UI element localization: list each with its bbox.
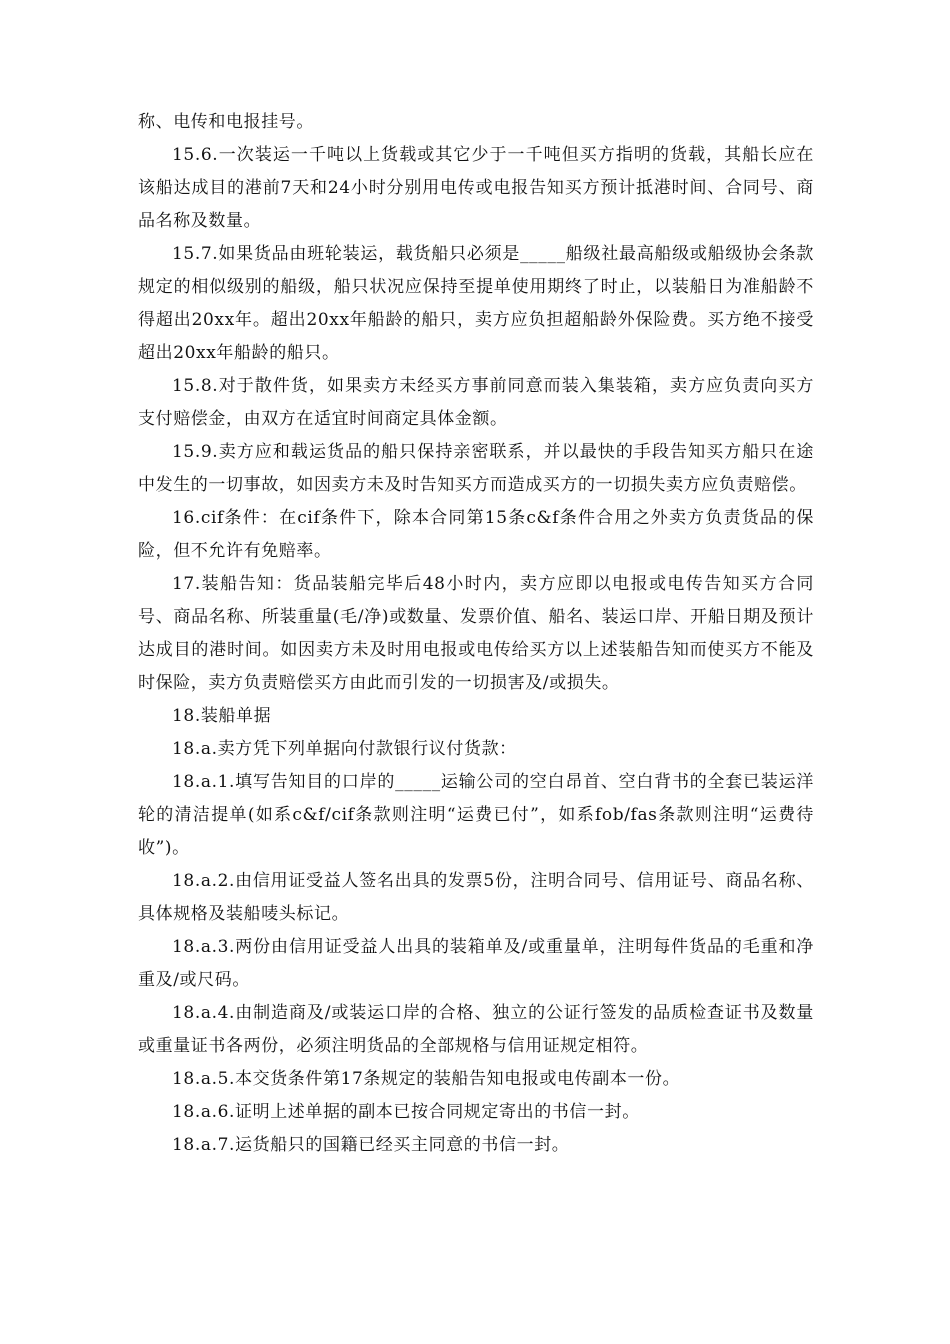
list-item: 18.a.4.由制造商及/或装运口岸的合格、独立的公证行签发的品质检查证书及数量或重量证书各两份，必须注明货品的全部规格与信用证规定相符。 (138, 1003, 814, 1056)
list-item: 18.a.3.两份由信用证受益人出具的装箱单及/或重量单，注明每件货品的毛重和净重及/或尺码。 (138, 937, 814, 990)
paragraph: 15.9.卖方应和载运货品的船只保持亲密联系，并以最快的手段告知买方船只在途中发生的一切事故，如因卖方未及时告知买方而造成买方的一切损失卖方应负责赔偿。 (138, 442, 814, 495)
document-body (138, 106, 814, 1162)
paragraph: 18.a.卖方凭下列单据向付款银行议付货款： (172, 739, 517, 759)
paragraph: 17.装船告知：货品装船完毕后48小时内，卖方应即以电报或电传告知买方合同号、商品名称、所装重量(毛/净)或数量、发票价值、船名、装运口岸、开船日期及预计达成目的港时间。如因卖方未及时用电报或电传给买方以上述装船告知而使买方不能及时保险，卖方负责赔偿买方由此而引发的一切损害及/或损失。 (138, 574, 814, 693)
list-item: 18.a.5.本交货条件第17条规定的装船告知电报或电传副本一份。 (172, 1069, 681, 1089)
paragraph: 15.6.一次装运一千吨以上货载或其它少于一千吨但买方指明的货载，其船长应在该船达成目的港前7天和24小时分别用电传或电报告知买方预计抵港时间、合同号、商品名称及数量。 (138, 145, 814, 231)
list-item: 18.a.1.填写告知目的口岸的_____运输公司的空白昂首、空白背书的全套已装运洋轮的清洁提单(如系c&f/cif条款则注明“运费已付”，如系fob/fas条款则注明“运费待收”)。 (138, 772, 814, 858)
paragraph: 16.cif条件：在cif条件下，除本合同第15条c&f条件合用之外卖方负责货品的保险，但不允许有免赔率。 (138, 508, 814, 561)
paragraph: 15.8.对于散件货，如果卖方未经买方事前同意而装入集装箱，卖方应负责向买方支付赔偿金，由双方在适宜时间商定具体金额。 (138, 376, 814, 429)
paragraph: 称、电传和电报挂号。 (138, 112, 314, 132)
paragraph: 15.7.如果货品由班轮装运，载货船只必须是_____船级社最高船级或船级协会条款规定的相似级别的船级，船只状况应保持至提单使用期终了时止，以装船日为准船龄不得超出20xx年。超出20xx年船龄的船只，卖方应负担超船龄外保险费。买方绝不接受超出20xx年船龄的船只。 (138, 244, 814, 363)
list-item: 18.a.2.由信用证受益人签名出具的发票5份，注明合同号、信用证号、商品名称、具体规格及装船唛头标记。 (138, 871, 814, 924)
list-item: 18.a.6.证明上述单据的副本已按合同规定寄出的书信一封。 (172, 1102, 640, 1122)
list-item: 18.a.7.运货船只的国籍已经买主同意的书信一封。 (172, 1135, 570, 1155)
section-heading: 18.装船单据 (172, 706, 272, 726)
